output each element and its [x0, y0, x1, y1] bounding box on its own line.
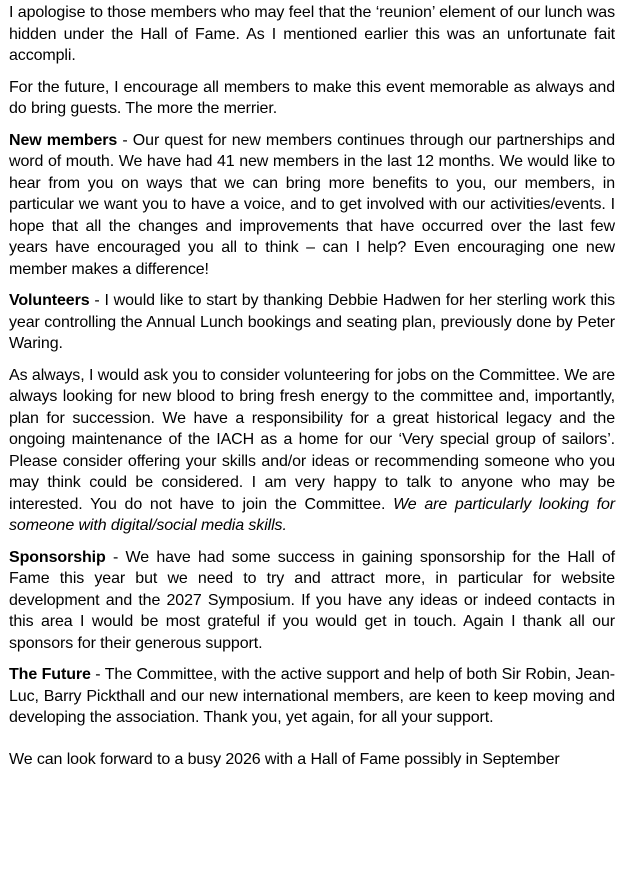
paragraph-the-future — [9, 664, 615, 729]
paragraph-volunteers — [9, 290, 615, 355]
section-heading-sponsorship: Sponsorship — [9, 548, 106, 566]
paragraph-text: - We have had some success in gaining sponsorship for the Hall of Fame this year but we need to try and attract more, in particular for website development and the 2027 Symposium. If you have any ideas or indeed contacts in this area I would be most grateful if you would get in touch. Again I thank all our sponsors for their generous support. — [9, 548, 615, 652]
paragraph-text: - I would like to start by thanking Debbie Hadwen for her sterling work this year controlling the Annual Lunch bookings and seating plan, previously done by Peter Waring. — [9, 292, 615, 352]
paragraph-text: We can look forward to a busy 2026 with a Hall of Fame possibly in September — [9, 750, 560, 768]
paragraph-reunion-apology — [9, 2, 615, 67]
document-page — [9, 2, 615, 780]
paragraph-new-members — [9, 130, 615, 281]
paragraph-text: As always, I would ask you to consider volunteering for jobs on the Committee. We are always looking for new blood to bring fresh energy to the committee and, importantly, plan for succession. We have a responsibility for a great historical legacy and the ongoing maintenance of the IACH as a home for our ‘Very special group of sailors’. Please consider offering your skills and/or ideas or recommending someone who you may think could be considered. I am very happy to talk to anyone who may be interested. You do not have to join the Committee. — [9, 366, 615, 513]
section-heading-new-members: New members — [9, 131, 118, 149]
paragraph-committee-volunteering — [9, 365, 615, 537]
paragraph-text: - Our quest for new members continues through our partnerships and word of mouth. We have had 41 new members in the last 12 months. We would like to hear from you on ways that we can bring more benefits to you, our members, in particular we want you to have a voice, and to get involved with our activities/events. I hope that all the changes and improvements that have occurred over the last few years have encouraged you all to think – can I help? Even encouraging one new member makes a difference! — [9, 131, 615, 278]
paragraph-text: I apologise to those members who may feel that the ‘reunion’ element of our lunch was hidden under the Hall of Fame. As I mentioned earlier this was an unfortunate fait accompli. — [9, 4, 615, 64]
paragraph-sponsorship — [9, 547, 615, 655]
paragraph-emphasis: We are particularly looking for someone with digital/social media skills. — [9, 495, 615, 534]
paragraph-future-event — [9, 77, 615, 120]
paragraph-text: For the future, I encourage all members to make this event memorable as always and do bring guests. The more the merrier. — [9, 78, 615, 117]
paragraph-text: - The Committee, with the active support and help of both Sir Robin, Jean-Luc, Barry Pickthall and our new international members, are keen to keep moving and developing the association. Thank you, yet again, for all your support. — [9, 666, 615, 726]
section-heading-the-future: The Future — [9, 666, 91, 683]
paragraph-busy-2026 — [9, 749, 615, 771]
section-heading-volunteers: Volunteers — [9, 292, 90, 309]
